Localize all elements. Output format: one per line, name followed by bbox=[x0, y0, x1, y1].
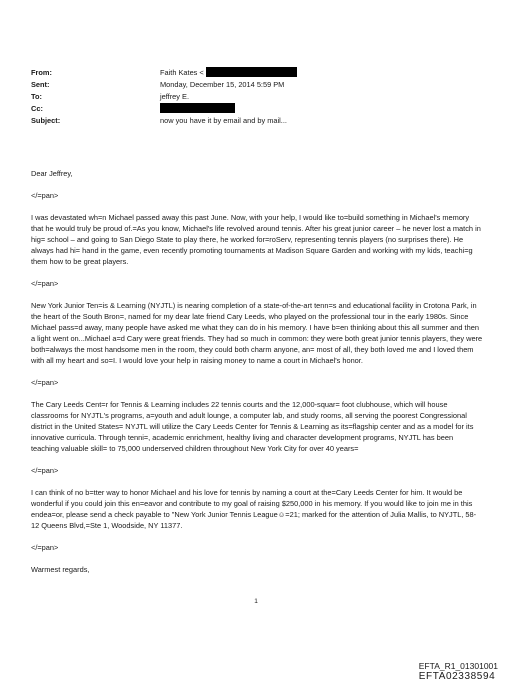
cc-row bbox=[31, 102, 481, 114]
sent-row bbox=[31, 78, 481, 90]
to-value: jeffrey E. bbox=[160, 91, 190, 101]
footer-id-2: EFTA02338594 bbox=[418, 670, 496, 682]
cc-label: Cc: bbox=[31, 103, 43, 113]
closing: Warmest regards, bbox=[31, 565, 90, 574]
subject-value: now you have it by email and by mail... bbox=[160, 115, 287, 125]
paragraph-4: I can think of no b=tter way to honor Michael and his love for tennis by naming a court at the=Cary Leeds Center for him. It would be wonderful if you could join this en=eavor and contribute to my goal of raising $250,000 in his memory. If you would like to join me in this endea=or, please send a check payable to "New York Junior Tennis League☺=21; marked for the attention of Julia Mallis, to NYJTL, 58-12 Queens Blvd,=Ste 1, Woodside, NY 11377. bbox=[31, 488, 477, 530]
redaction-bar bbox=[160, 103, 235, 113]
paragraph-3: The Cary Leeds Cent=r for Tennis & Learning includes 22 tennis courts and the 12,000-squar= foot clubhouse, which will house classrooms for NYJTL's programs, a=youth and adult lounge, a computer lab, and study rooms, all serving the poorest Congressional district in the United States= NYJTL will utilize the Cary Leeds Center for Tennis & Learning as its=flagship center and as a model for its innovative curricula. Through tenni=, academic enrichment, healthy living and character development programs, NYJTL has been teaching valuable skill= to 75,000 underserved children throughout New York City for over 40 years= bbox=[31, 400, 474, 453]
to-row bbox=[31, 90, 481, 102]
paragraph-2: New York Junior Ten=is & Learning (NYJTL) is nearing completion of a state-of-the-art tenn=s and educational facility in Crotona Park, in the heart of the South Bron=, named for my dear late friend Cary Leeds, who played on the professional tour in the early 1980s. Since Michael pass=d away, many people have asked me what they can do in his memory. I have b=en thinking about this all summer and then a light went on...Michael a=d Cary were great friends. They had so much in common: they were both great junior tennis players, they were both=always the most handsome men in the room, they could both charm anyone, an= most of all, they both loved me and I loved them with all my heart and so=I. I would love your help in raising money to name a court in Michael's honor. bbox=[31, 301, 483, 365]
span-marker: </=pan> bbox=[31, 543, 59, 552]
sent-value: Monday, December 15, 2014 5:59 PM bbox=[160, 79, 285, 89]
span-marker: </=pan> bbox=[31, 378, 59, 387]
subject-row bbox=[31, 114, 481, 126]
footer-ids bbox=[419, 662, 498, 681]
from-label: From: bbox=[31, 67, 52, 77]
span-marker: </=pan> bbox=[31, 279, 59, 288]
from-value: Faith Kates < bbox=[160, 67, 204, 77]
greeting: Dear Jeffrey, bbox=[31, 169, 73, 178]
email-body bbox=[31, 168, 483, 575]
to-label: To: bbox=[31, 91, 42, 101]
paragraph-1: I was devastated wh=n Michael passed away this past June. Now, with your help, I would like to=build something in Michael's memory that he would truly be proud of.=As you know, Michael's life revolved around tennis. After his great junior career – he never lost a match in hig= school – and going to San Diego State to play there, he worked for=roServ, representing tennis players (no surprises there). He always had hi= hand in the game, even recently promoting tournaments at Madison Square Garden and working with my kids, teachi=g them how to be great players. bbox=[31, 213, 481, 266]
from-row bbox=[31, 66, 481, 78]
redaction-bar bbox=[206, 67, 297, 77]
sent-label: Sent: bbox=[31, 79, 50, 89]
page-number: 1 bbox=[254, 598, 258, 605]
email-header bbox=[31, 66, 481, 126]
footer-id-1: EFTA_R1_01301001 bbox=[418, 661, 498, 671]
span-marker: </=pan> bbox=[31, 466, 59, 475]
span-marker: </=pan> bbox=[31, 191, 59, 200]
subject-label: Subject: bbox=[31, 115, 61, 125]
